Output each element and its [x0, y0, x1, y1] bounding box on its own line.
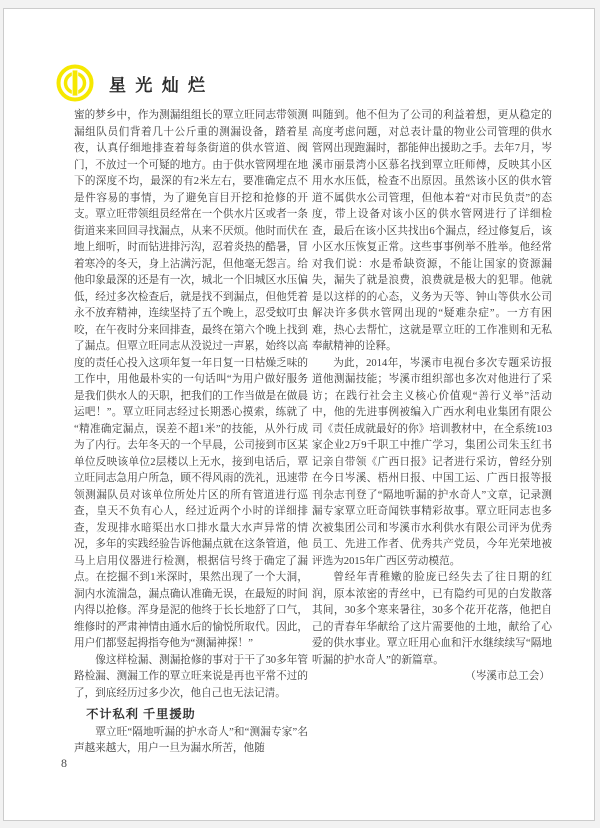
body-paragraph: 像这样检漏、测漏抢修的事对于干了30多年管路检漏、测漏工作的覃立旺来说是再也平常不过的了，到底经历过多少次，他自己也无法记清。: [74, 654, 308, 699]
brand-title: 星光灿烂: [109, 75, 215, 95]
body-paragraph: 覃立旺“隔地听漏的护水奇人”和“测漏专家”名声越来越大，用户一旦为漏水所苦，他随: [74, 726, 308, 754]
section-heading: 不计私利 千里援助: [86, 707, 196, 721]
masthead: [55, 59, 214, 107]
body-paragraph: 曾经年青稚嫩的脸庞已经失去了往日期的红润，原本浓密的青丝中，已有隐约可见的白发散落其间，30多个寒来暑往，30多个花开花落，他把自己的青春年华献给了这片需要他的土地，献给了心爱的供水事业。覃立旺用心血和汗水继续续写“隔地听漏的护水奇人”的新篇章。: [312, 572, 552, 666]
body-paragraph: 为此，2014年，岑溪市电视台多次专题采访报道他测漏技能；岑溪市组织部也多次对他进行了采访；在践行社会主义核心价值观“善行义举”活动中，他的先进事例被编入广西水利电业集团有限公司《责任成就最好的你》培训教材中，在全系统103家企业2万9千职工中推广学习，集团公司朱玉红书记亲自带领《广西日报》记者进行采访，曾经分别在今日岑溪、梧州日报、中国工运、广西日报等报刊杂志刊登了“隔地听漏的护水奇人”文章，记录测漏专家覃立旺奇闻铁事精彩故事。覃立旺同志也多次被集团公司和岑溪市水利供水有限公司评为优秀员工、先进工作者、优秀共产党员，今年光荣地被评选为2015年广西区劳动模范。: [312, 357, 552, 567]
byline: （岑溪市总工会）: [465, 671, 550, 682]
left-column: [74, 108, 308, 758]
page-sheet: [3, 8, 595, 821]
page-number: 8: [61, 756, 67, 770]
trade-union-emblem-icon: [55, 63, 95, 103]
right-column: [312, 108, 552, 686]
body-paragraph-continued: 蜜的梦乡中，作为测漏组组长的覃立旺同志带领测漏组队员们背着几十公斤重的测漏设备，踏着星夜，认真仔细地排查着每条街道的供水管道、阀门，不放过一个可疑的地方。由于供水管网埋在地下的深度不均，最深的有2米左右，要准确定点不是件容易的事情，为了避免盲目开挖和抢修的开支。覃立旺带领组员经常在一个供水片区或者一条街道来来回回寻找漏点，从来不厌烦。他时而伏在地上细听，时而钻进排污沟，忍着炎热的酷暑，冒着寒冷的冬天，身上沾满污泥，但他毫无怨言。给他印象最深的还是有一次，城北一个旧城区水压偏低，经过多次检查后，就是找不到漏点，但他凭着永不放弃精神，连续坚持了五个晚上，忍受蚊叮虫咬，在午夜时分来回排查，最终在第六个晚上找到了漏点。但覃立旺同志从没说过一声累，始终以高度的责任心投入这项年复一年日复一日枯燥乏味的工作中，用他最朴实的一句话叫“为用户做好服务是我们供水人的天职，把我们的工作当做是在做晨运吧！”。覃立旺同志经过长期悉心摸索，练就了“精准确定漏点，误差不超1米”的技能，从外行成为了内行。去年冬天的一个早晨，公司接到市区某单位反映该单位2层楼以上无水，接到电话后，覃立旺同志急用户所急，顾不得风雨的洗礼，迅速带领测漏队员对该单位所处片区的所有管道进行巡查，皇天不负有心人，经过近两个小时的详细排查，发现排水暗渠出水口排水量大水声异常的情况，多年的实践经验告诉他漏点就在这条管道，他马上启用仪器进行检测，根据信号终于确定了漏点。在挖掘不到1米深时，果然出现了一个大洞，洞内水流湍急，漏点确认准确无误，在最短的时间内得以抢修。浑身是泥的他终于长长地舒了口气，维修时的严肃神情由通水后的愉悦所取代。因此，用户们都竖起拇指夸他为“测漏神探！”: [74, 110, 308, 649]
body-paragraph-continued: 叫随到。他不但为了公司的利益着想，更从稳定的高度考虑问题，对总表计量的物业公司管理的供水管网出现跑漏时，都能伸出援助之手。去年7月，岑溪市丽景湾小区慕名找到覃立旺师傅，反映其小区用水水压低，检查不出原因。虽然该小区的供水管道不属供水公司管理，但他本着“对市民负责”的态度，带上设备对该小区的供水管网进行了详细检查，最后在该小区共找出6个漏点，经过修复后，该小区水压恢复正常。这些事事例举不胜举。他经常对我们说：水是希缺资源，不能让国家的资源漏失，漏失了就是浪费，浪费就是极大的犯罪。他就是以这样的的心态，义务为天等、钟山等供水公司解决许多供水管网出现的“疑难杂症”。一方有困难，热心去帮忙，这就是覃立旺的工作准则和无私奉献精神的诠释。: [312, 110, 552, 352]
